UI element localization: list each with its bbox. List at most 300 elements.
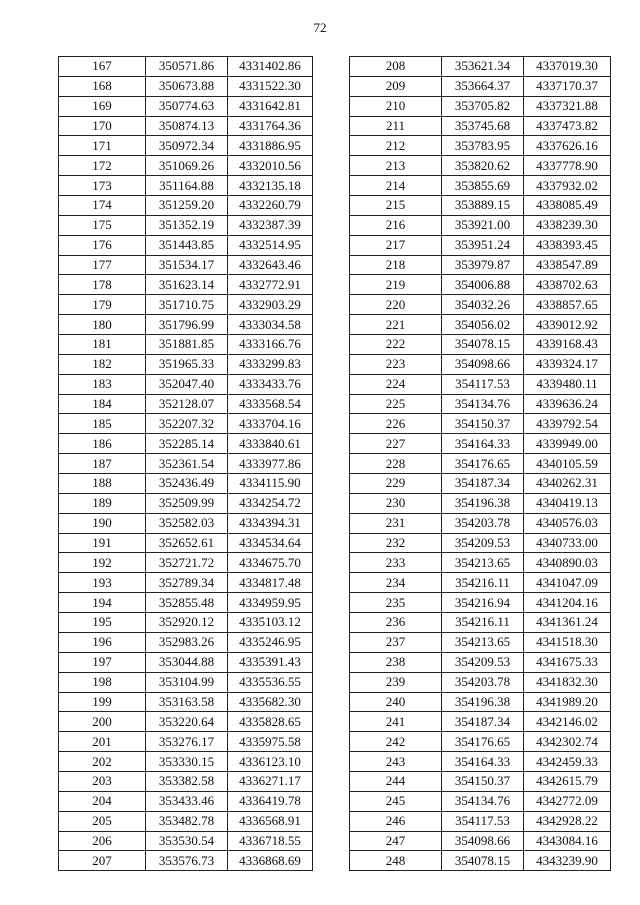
point-number-cell: 180 [59,315,146,335]
table-row [350,96,611,116]
x-coordinate-cell: 353163.58 [146,692,228,712]
y-coordinate-cell: 4333433.76 [228,374,313,394]
point-number-cell: 216 [350,215,442,235]
x-coordinate-cell: 353576.73 [146,851,228,871]
y-coordinate-cell: 4332260.79 [228,196,313,216]
y-coordinate-cell: 4341204.16 [524,593,611,613]
table-row [59,533,313,553]
table-row [350,593,611,613]
point-number-cell: 247 [350,831,442,851]
table-row [59,513,313,533]
point-number-cell: 177 [59,255,146,275]
table-row [350,215,611,235]
table-row [350,235,611,255]
y-coordinate-cell: 4337170.37 [524,76,611,96]
table-row [350,57,611,77]
y-coordinate-cell: 4338547.89 [524,255,611,275]
point-number-cell: 191 [59,533,146,553]
point-number-cell: 187 [59,454,146,474]
point-number-cell: 248 [350,851,442,871]
y-coordinate-cell: 4337321.88 [524,96,611,116]
point-number-cell: 194 [59,593,146,613]
point-number-cell: 229 [350,474,442,494]
y-coordinate-cell: 4336419.78 [228,791,313,811]
page-number: 72 [313,20,327,35]
point-number-cell: 215 [350,196,442,216]
table-row [350,513,611,533]
point-number-cell: 167 [59,57,146,77]
point-number-cell: 244 [350,771,442,791]
point-number-cell: 240 [350,692,442,712]
y-coordinate-cell: 4336123.10 [228,752,313,772]
table-row [59,811,313,831]
x-coordinate-cell: 354196.38 [442,692,524,712]
point-number-cell: 224 [350,374,442,394]
x-coordinate-cell: 351164.88 [146,176,228,196]
x-coordinate-cell: 354134.76 [442,394,524,414]
table-row [59,374,313,394]
y-coordinate-cell: 4336568.91 [228,811,313,831]
y-coordinate-cell: 4331402.86 [228,57,313,77]
x-coordinate-cell: 354134.76 [442,791,524,811]
y-coordinate-cell: 4336868.69 [228,851,313,871]
y-coordinate-cell: 4335391.43 [228,652,313,672]
y-coordinate-cell: 4333034.58 [228,315,313,335]
table-row [350,613,611,633]
point-number-cell: 217 [350,235,442,255]
y-coordinate-cell: 4332387.39 [228,215,313,235]
coordinates-table-right [349,56,611,871]
x-coordinate-cell: 354150.37 [442,414,524,434]
y-coordinate-cell: 4333977.86 [228,454,313,474]
table-row [350,493,611,513]
point-number-cell: 174 [59,196,146,216]
y-coordinate-cell: 4333299.83 [228,354,313,374]
x-coordinate-cell: 354078.15 [442,335,524,355]
x-coordinate-cell: 353921.00 [442,215,524,235]
x-coordinate-cell: 352047.40 [146,374,228,394]
x-coordinate-cell: 353530.54 [146,831,228,851]
y-coordinate-cell: 4334534.64 [228,533,313,553]
table-row [350,474,611,494]
y-coordinate-cell: 4342772.09 [524,791,611,811]
y-coordinate-cell: 4333704.16 [228,414,313,434]
table-row [350,295,611,315]
table-row [59,235,313,255]
point-number-cell: 203 [59,771,146,791]
x-coordinate-cell: 352855.48 [146,593,228,613]
table-row [350,394,611,414]
point-number-cell: 193 [59,573,146,593]
table-row [59,354,313,374]
x-coordinate-cell: 353889.15 [442,196,524,216]
point-number-cell: 196 [59,632,146,652]
x-coordinate-cell: 351965.33 [146,354,228,374]
point-number-cell: 210 [350,96,442,116]
point-number-cell: 218 [350,255,442,275]
table-row [350,732,611,752]
x-coordinate-cell: 354216.11 [442,573,524,593]
y-coordinate-cell: 4338239.30 [524,215,611,235]
table-row [59,335,313,355]
y-coordinate-cell: 4334394.31 [228,513,313,533]
table-row [350,851,611,871]
table-row [59,275,313,295]
x-coordinate-cell: 352582.03 [146,513,228,533]
point-number-cell: 232 [350,533,442,553]
y-coordinate-cell: 4341047.09 [524,573,611,593]
point-number-cell: 188 [59,474,146,494]
point-number-cell: 169 [59,96,146,116]
point-number-cell: 233 [350,553,442,573]
table-row [59,295,313,315]
y-coordinate-cell: 4341675.33 [524,652,611,672]
point-number-cell: 245 [350,791,442,811]
point-number-cell: 200 [59,712,146,732]
table-row [59,57,313,77]
point-number-cell: 209 [350,76,442,96]
table-row [59,394,313,414]
x-coordinate-cell: 351881.85 [146,335,228,355]
table-row [59,831,313,851]
point-number-cell: 213 [350,156,442,176]
y-coordinate-cell: 4331764.36 [228,116,313,136]
point-number-cell: 221 [350,315,442,335]
y-coordinate-cell: 4342928.22 [524,811,611,831]
x-coordinate-cell: 354176.65 [442,454,524,474]
y-coordinate-cell: 4343084.16 [524,831,611,851]
point-number-cell: 228 [350,454,442,474]
point-number-cell: 238 [350,652,442,672]
table-row [350,136,611,156]
x-coordinate-cell: 353220.64 [146,712,228,732]
point-number-cell: 197 [59,652,146,672]
point-number-cell: 204 [59,791,146,811]
table-row [59,474,313,494]
coordinates-table-left [58,56,313,871]
y-coordinate-cell: 4340576.03 [524,513,611,533]
table-row [59,196,313,216]
x-coordinate-cell: 354032.26 [442,295,524,315]
table-row [350,771,611,791]
y-coordinate-cell: 4340733.00 [524,533,611,553]
x-coordinate-cell: 350571.86 [146,57,228,77]
table-row [350,672,611,692]
y-coordinate-cell: 4332643.46 [228,255,313,275]
y-coordinate-cell: 4340262.31 [524,474,611,494]
table-row [350,414,611,434]
y-coordinate-cell: 4338085.49 [524,196,611,216]
x-coordinate-cell: 350874.13 [146,116,228,136]
x-coordinate-cell: 354216.94 [442,593,524,613]
table-row [59,573,313,593]
point-number-cell: 241 [350,712,442,732]
x-coordinate-cell: 353951.24 [442,235,524,255]
x-coordinate-cell: 351710.75 [146,295,228,315]
point-number-cell: 183 [59,374,146,394]
y-coordinate-cell: 4341989.20 [524,692,611,712]
x-coordinate-cell: 352721.72 [146,553,228,573]
table-row [59,632,313,652]
y-coordinate-cell: 4336718.55 [228,831,313,851]
x-coordinate-cell: 351796.99 [146,315,228,335]
y-coordinate-cell: 4333568.54 [228,394,313,414]
table-row [350,315,611,335]
point-number-cell: 184 [59,394,146,414]
x-coordinate-cell: 352207.32 [146,414,228,434]
table-row [350,791,611,811]
y-coordinate-cell: 4332903.29 [228,295,313,315]
y-coordinate-cell: 4331522.30 [228,76,313,96]
table-row [350,692,611,712]
table-row [350,652,611,672]
y-coordinate-cell: 4335536.55 [228,672,313,692]
x-coordinate-cell: 354213.65 [442,553,524,573]
x-coordinate-cell: 353382.58 [146,771,228,791]
table-row [59,732,313,752]
y-coordinate-cell: 4337626.16 [524,136,611,156]
y-coordinate-cell: 4332514.95 [228,235,313,255]
point-number-cell: 192 [59,553,146,573]
x-coordinate-cell: 354203.78 [442,672,524,692]
point-number-cell: 171 [59,136,146,156]
point-number-cell: 172 [59,156,146,176]
point-number-cell: 182 [59,354,146,374]
x-coordinate-cell: 352983.26 [146,632,228,652]
table-row [350,116,611,136]
point-number-cell: 239 [350,672,442,692]
table-row [59,255,313,275]
point-number-cell: 173 [59,176,146,196]
table-row [350,553,611,573]
x-coordinate-cell: 351259.20 [146,196,228,216]
x-coordinate-cell: 352652.61 [146,533,228,553]
table-row [59,434,313,454]
x-coordinate-cell: 353044.88 [146,652,228,672]
point-number-cell: 185 [59,414,146,434]
y-coordinate-cell: 4335246.95 [228,632,313,652]
x-coordinate-cell: 351623.14 [146,275,228,295]
table-row [59,176,313,196]
y-coordinate-cell: 4337778.90 [524,156,611,176]
table-row [350,831,611,851]
table-row [350,374,611,394]
point-number-cell: 179 [59,295,146,315]
x-coordinate-cell: 351352.19 [146,215,228,235]
table-row [59,593,313,613]
point-number-cell: 236 [350,613,442,633]
point-number-cell: 226 [350,414,442,434]
y-coordinate-cell: 4339949.00 [524,434,611,454]
x-coordinate-cell: 354203.78 [442,513,524,533]
point-number-cell: 186 [59,434,146,454]
y-coordinate-cell: 4338857.65 [524,295,611,315]
x-coordinate-cell: 353855.69 [442,176,524,196]
point-number-cell: 208 [350,57,442,77]
y-coordinate-cell: 4334675.70 [228,553,313,573]
x-coordinate-cell: 354117.53 [442,374,524,394]
point-number-cell: 227 [350,434,442,454]
y-coordinate-cell: 4340890.03 [524,553,611,573]
table-row [59,76,313,96]
x-coordinate-cell: 354056.02 [442,315,524,335]
point-number-cell: 178 [59,275,146,295]
y-coordinate-cell: 4333840.61 [228,434,313,454]
table-row [350,573,611,593]
table-row [59,96,313,116]
table-row [59,692,313,712]
x-coordinate-cell: 353276.17 [146,732,228,752]
x-coordinate-cell: 354117.53 [442,811,524,831]
table-row [59,613,313,633]
y-coordinate-cell: 4339012.92 [524,315,611,335]
point-number-cell: 201 [59,732,146,752]
x-coordinate-cell: 352436.49 [146,474,228,494]
x-coordinate-cell: 353482.78 [146,811,228,831]
x-coordinate-cell: 354176.65 [442,732,524,752]
point-number-cell: 231 [350,513,442,533]
x-coordinate-cell: 354098.66 [442,831,524,851]
x-coordinate-cell: 353621.34 [442,57,524,77]
table-row [350,434,611,454]
point-number-cell: 198 [59,672,146,692]
x-coordinate-cell: 352128.07 [146,394,228,414]
y-coordinate-cell: 4335103.12 [228,613,313,633]
table-row [59,116,313,136]
point-number-cell: 230 [350,493,442,513]
table-row [59,712,313,732]
y-coordinate-cell: 4340105.59 [524,454,611,474]
table-row [350,156,611,176]
y-coordinate-cell: 4334115.90 [228,474,313,494]
table-row [350,196,611,216]
table-row [350,176,611,196]
x-coordinate-cell: 350774.63 [146,96,228,116]
table-row [350,811,611,831]
table-row [59,136,313,156]
table-row [59,672,313,692]
x-coordinate-cell: 354209.53 [442,533,524,553]
point-number-cell: 202 [59,752,146,772]
y-coordinate-cell: 4342615.79 [524,771,611,791]
point-number-cell: 222 [350,335,442,355]
y-coordinate-cell: 4339636.24 [524,394,611,414]
x-coordinate-cell: 352789.34 [146,573,228,593]
point-number-cell: 189 [59,493,146,513]
x-coordinate-cell: 353330.15 [146,752,228,772]
point-number-cell: 170 [59,116,146,136]
table-row [59,315,313,335]
x-coordinate-cell: 353433.46 [146,791,228,811]
point-number-cell: 225 [350,394,442,414]
x-coordinate-cell: 353783.95 [442,136,524,156]
x-coordinate-cell: 354187.34 [442,474,524,494]
y-coordinate-cell: 4342146.02 [524,712,611,732]
table-row [350,335,611,355]
x-coordinate-cell: 354098.66 [442,354,524,374]
y-coordinate-cell: 4343239.90 [524,851,611,871]
point-number-cell: 243 [350,752,442,772]
y-coordinate-cell: 4339792.54 [524,414,611,434]
point-number-cell: 212 [350,136,442,156]
x-coordinate-cell: 354196.38 [442,493,524,513]
x-coordinate-cell: 354213.65 [442,632,524,652]
y-coordinate-cell: 4335828.65 [228,712,313,732]
y-coordinate-cell: 4332135.18 [228,176,313,196]
y-coordinate-cell: 4342302.74 [524,732,611,752]
table-row [59,454,313,474]
point-number-cell: 195 [59,613,146,633]
point-number-cell: 168 [59,76,146,96]
x-coordinate-cell: 354209.53 [442,652,524,672]
x-coordinate-cell: 350673.88 [146,76,228,96]
x-coordinate-cell: 352285.14 [146,434,228,454]
point-number-cell: 206 [59,831,146,851]
point-number-cell: 211 [350,116,442,136]
point-number-cell: 190 [59,513,146,533]
y-coordinate-cell: 4337473.82 [524,116,611,136]
y-coordinate-cell: 4334817.48 [228,573,313,593]
table-row [59,553,313,573]
y-coordinate-cell: 4338393.45 [524,235,611,255]
y-coordinate-cell: 4335975.58 [228,732,313,752]
table-row [59,493,313,513]
point-number-cell: 181 [59,335,146,355]
point-number-cell: 205 [59,811,146,831]
x-coordinate-cell: 351534.17 [146,255,228,275]
point-number-cell: 235 [350,593,442,613]
point-number-cell: 207 [59,851,146,871]
table-row [350,255,611,275]
x-coordinate-cell: 353979.87 [442,255,524,275]
point-number-cell: 220 [350,295,442,315]
point-number-cell: 237 [350,632,442,652]
x-coordinate-cell: 351069.26 [146,156,228,176]
point-number-cell: 246 [350,811,442,831]
y-coordinate-cell: 4340419.13 [524,493,611,513]
y-coordinate-cell: 4337932.02 [524,176,611,196]
point-number-cell: 175 [59,215,146,235]
table-row [59,771,313,791]
table-row [350,712,611,732]
y-coordinate-cell: 4335682.30 [228,692,313,712]
x-coordinate-cell: 351443.85 [146,235,228,255]
y-coordinate-cell: 4337019.30 [524,57,611,77]
y-coordinate-cell: 4332772.91 [228,275,313,295]
table-row [59,652,313,672]
x-coordinate-cell: 353104.99 [146,672,228,692]
x-coordinate-cell: 353820.62 [442,156,524,176]
point-number-cell: 214 [350,176,442,196]
table-row [59,414,313,434]
table-row [59,156,313,176]
x-coordinate-cell: 352920.12 [146,613,228,633]
table-row [350,275,611,295]
x-coordinate-cell: 354006.88 [442,275,524,295]
x-coordinate-cell: 353705.82 [442,96,524,116]
y-coordinate-cell: 4334959.95 [228,593,313,613]
x-coordinate-cell: 354187.34 [442,712,524,732]
table-row [59,215,313,235]
table-row [59,851,313,871]
point-number-cell: 223 [350,354,442,374]
point-number-cell: 176 [59,235,146,255]
y-coordinate-cell: 4336271.17 [228,771,313,791]
y-coordinate-cell: 4338702.63 [524,275,611,295]
table-row [59,791,313,811]
x-coordinate-cell: 350972.34 [146,136,228,156]
y-coordinate-cell: 4339480.11 [524,374,611,394]
